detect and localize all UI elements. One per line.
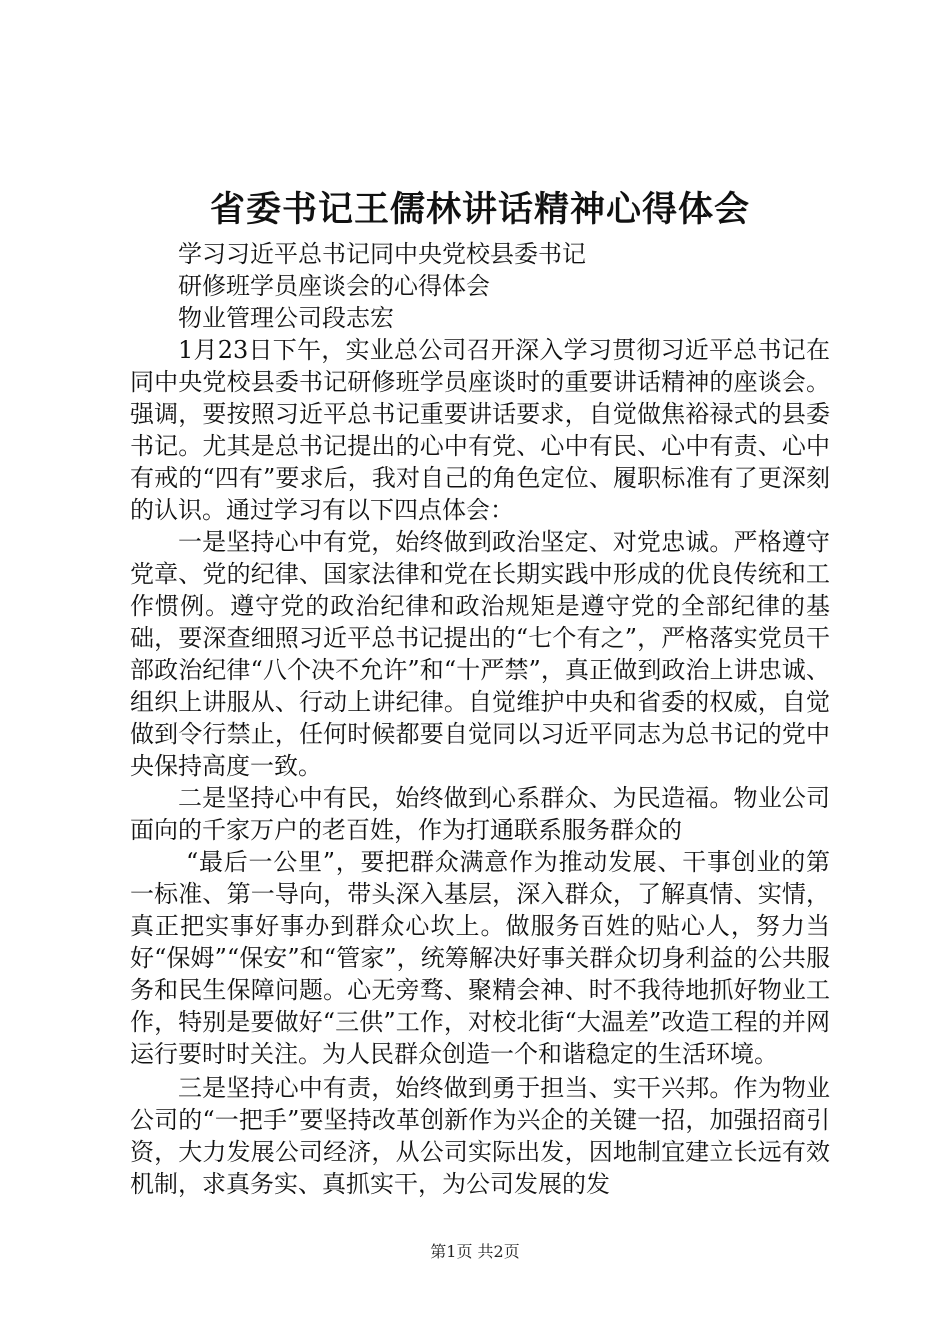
intro-line-1: 学习习近平总书记同中央党校县委书记 bbox=[178, 240, 586, 268]
paragraph-1: 1月23日下午，实业总公司召开深入学习贯彻习近平总书记在同中央党校县委书记研修班学员座谈时的重要讲话精神的座谈会。强调，要按照习近平总书记重要讲话要求，自觉做焦裕禄式的县委书记。尤其是总书记提出的心中有党、心中有民、心中有责、心中有戒的“四有”要求后，我对自己的角色定位、履职标准有了更深刻的认识。通过学习有以下四点体会： bbox=[130, 336, 830, 524]
paragraph-2: 一是坚持心中有党，始终做到政治坚定、对党忠诚。严格遵守党章、党的纪律、国家法律和党在长期实践中形成的优良传统和工作惯例。遵守党的政治纪律和政治规矩是遵守党的全部纪律的基础，要深查细照习近平总书记提出的“七个有之”，严格落实党员干部政治纪律“八个决不允许”和“十严禁”，真正做到政治上讲忠诚、组织上讲服从、行动上讲纪律。自觉维护中央和省委的权威，自觉做到令行禁止，任何时候都要自觉同以习近平同志为总书记的党中央保持高度一致。 bbox=[130, 528, 830, 780]
document-page bbox=[130, 186, 830, 1200]
intro-line-3: 物业管理公司段志宏 bbox=[178, 304, 394, 332]
paragraph-3: 二是坚持心中有民，始终做到心系群众、为民造福。物业公司面向的千家万户的老百姓，作为打通联系服务群众的 bbox=[130, 784, 830, 844]
paragraph-4: “最后一公里”，要把群众满意作为推动发展、干事创业的第一标准、第一导向，带头深入基层，深入群众，了解真情、实情，真正把实事好事办到群众心坎上。做服务百姓的贴心人，努力当好“保姆”“保安”和“管家”，统筹解决好事关群众切身利益的公共服务和民生保障问题。心无旁骛、聚精会神、时不我待地抓好物业工作，特别是要做好“三供”工作，对校北街“大温差”改造工程的并网运行要时时关注。为人民群众创造一个和谐稳定的生活环境。 bbox=[130, 848, 830, 1068]
paragraph-5: 三是坚持心中有责，始终做到勇于担当、实干兴邦。作为物业公司的“一把手”要坚持改革创新作为兴企的关键一招，加强招商引资，大力发展公司经济，从公司实际出发，因地制宜建立长远有效机制，求真务实、真抓实干，为公司发展的发 bbox=[130, 1074, 830, 1198]
page-footer: 第1页 共2页 bbox=[430, 1242, 520, 1261]
document-title: 省委书记王儒林讲话精神心得体会 bbox=[209, 189, 750, 230]
intro-line-2: 研修班学员座谈会的心得体会 bbox=[178, 272, 490, 300]
document-body bbox=[130, 238, 830, 1200]
